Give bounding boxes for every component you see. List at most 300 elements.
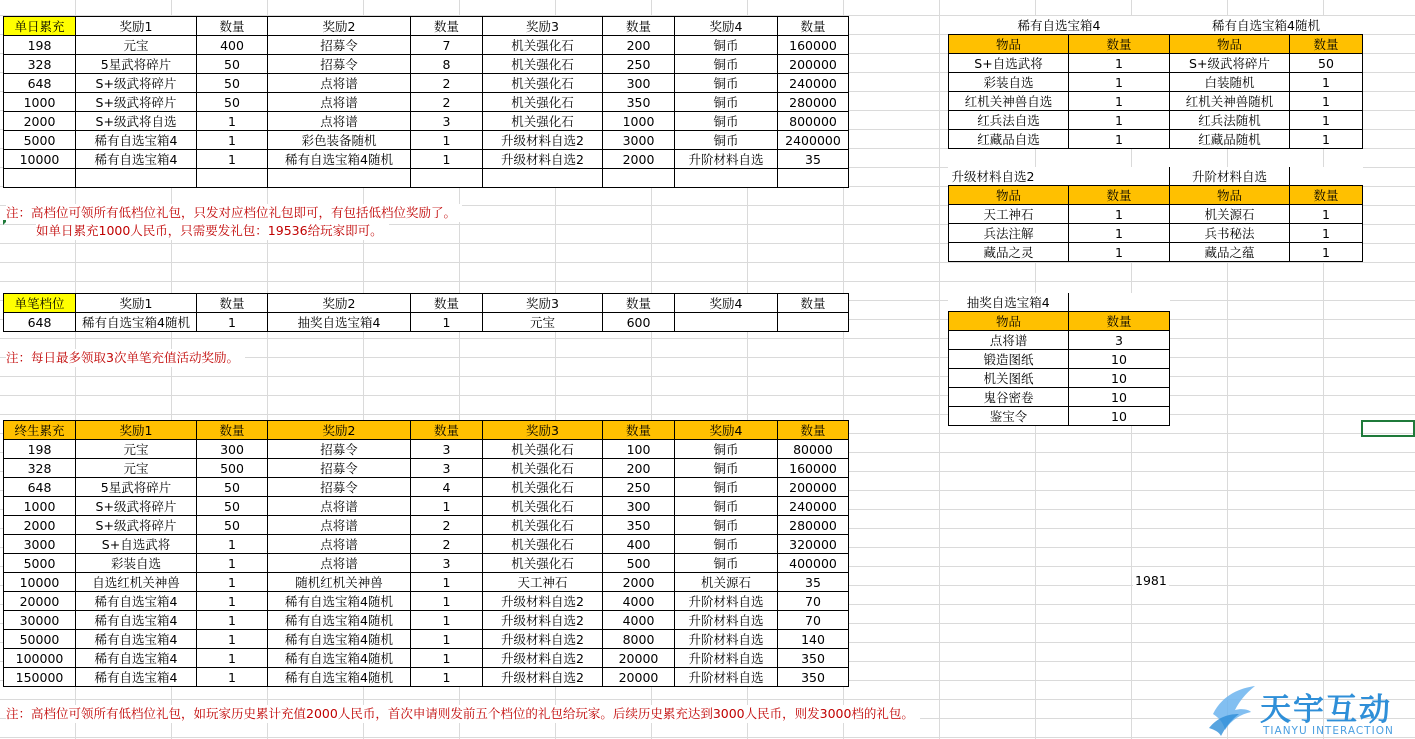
table-cell[interactable]: 8000: [603, 630, 675, 649]
table-cell[interactable]: 点将谱: [268, 554, 411, 573]
table-cell[interactable]: 30000: [4, 611, 76, 630]
table-cell[interactable]: 升阶材料自选: [675, 630, 778, 649]
table-cell[interactable]: [675, 313, 778, 332]
table-cell[interactable]: 200000: [778, 478, 849, 497]
lifetime-note: 注：高档位可领所有低档位礼包，如玩家历史累计充值2000人民币，首次申请则发前五个档位的礼包给玩家。后续历史累充达到3000人民币，则发3000档的礼包。: [6, 705, 920, 723]
table-title[interactable]: 升阶材料自选: [1170, 167, 1290, 186]
header-cell[interactable]: 奖励1: [76, 17, 197, 36]
table-cell[interactable]: 稀有自选宝箱4随机: [268, 668, 411, 687]
selected-cell[interactable]: [1361, 420, 1415, 437]
table-cell[interactable]: 20000: [603, 649, 675, 668]
table-cell[interactable]: 280000: [778, 93, 849, 112]
table-cell[interactable]: [1069, 293, 1170, 312]
table-cell[interactable]: 稀有自选宝箱4: [76, 649, 197, 668]
table-cell[interactable]: 点将谱: [268, 535, 411, 554]
table-cell[interactable]: 100: [603, 440, 675, 459]
table-cell[interactable]: 500: [197, 459, 268, 478]
table-cell[interactable]: 160000: [778, 459, 849, 478]
header-cell[interactable]: 物品: [949, 312, 1069, 331]
table-cell[interactable]: S+自选武将: [76, 535, 197, 554]
table-cell[interactable]: 红兵法自选: [949, 111, 1069, 130]
table-cell[interactable]: 1: [411, 131, 483, 150]
table-cell[interactable]: 200000: [778, 55, 849, 74]
table-cell[interactable]: 1: [411, 497, 483, 516]
table-cell[interactable]: 35: [778, 573, 849, 592]
table-cell[interactable]: 50: [197, 55, 268, 74]
table-cell[interactable]: 彩装自选: [76, 554, 197, 573]
table-cell[interactable]: 彩装自选: [949, 73, 1069, 92]
table-cell[interactable]: 10: [1069, 350, 1170, 369]
table-cell[interactable]: 2: [411, 516, 483, 535]
table-cell[interactable]: 点将谱: [268, 74, 411, 93]
table-cell[interactable]: [675, 169, 778, 188]
table-cell[interactable]: 点将谱: [268, 516, 411, 535]
header-cell[interactable]: 数量: [778, 17, 849, 36]
table-title[interactable]: 稀有自选宝箱4: [949, 16, 1170, 35]
table-cell[interactable]: 1: [1290, 243, 1363, 262]
table-cell[interactable]: 400: [197, 36, 268, 55]
table-row: [4, 535, 849, 554]
table-cell[interactable]: 升阶材料自选: [675, 649, 778, 668]
table-cell[interactable]: 400: [603, 535, 675, 554]
table-cell[interactable]: 1: [411, 573, 483, 592]
table-cell[interactable]: S+级武将自选: [76, 112, 197, 131]
table-cell[interactable]: 50: [197, 74, 268, 93]
table-cell[interactable]: 鬼谷密卷: [949, 388, 1069, 407]
table-cell[interactable]: 8: [411, 55, 483, 74]
table-cell[interactable]: 白装随机: [1170, 73, 1290, 92]
table-cell[interactable]: 250: [603, 55, 675, 74]
table-cell[interactable]: 升阶材料自选: [675, 668, 778, 687]
header-cell[interactable]: 奖励1: [76, 294, 197, 313]
table-cell[interactable]: [603, 169, 675, 188]
table-cell[interactable]: 红藏品自选: [949, 130, 1069, 149]
table-cell[interactable]: 机关强化石: [483, 74, 603, 93]
title-row: [949, 167, 1363, 186]
table-cell[interactable]: 328: [4, 55, 76, 74]
table-cell[interactable]: 招募令: [268, 36, 411, 55]
table-cell[interactable]: 1: [197, 611, 268, 630]
header-cell[interactable]: 单笔档位: [4, 294, 76, 313]
table-cell[interactable]: 1: [197, 150, 268, 169]
table-cell[interactable]: 机关强化石: [483, 497, 603, 516]
table-cell[interactable]: 500: [603, 554, 675, 573]
table-cell[interactable]: 招募令: [268, 55, 411, 74]
table-cell[interactable]: 兵法注解: [949, 224, 1069, 243]
table-cell[interactable]: 升级材料自选2: [483, 150, 603, 169]
header-cell[interactable]: 数量: [1290, 35, 1363, 54]
table-cell[interactable]: 5星武将碎片: [76, 55, 197, 74]
table-cell[interactable]: 鉴宝令: [949, 407, 1069, 426]
table-cell[interactable]: 机关强化石: [483, 459, 603, 478]
table-row: [4, 459, 849, 478]
header-cell[interactable]: 奖励2: [268, 294, 411, 313]
table-cell[interactable]: [778, 169, 849, 188]
table-cell[interactable]: 铜币: [675, 554, 778, 573]
table-cell[interactable]: S+级武将碎片: [1170, 54, 1290, 73]
table-cell[interactable]: 升级材料自选2: [483, 668, 603, 687]
table-cell[interactable]: 红机关神兽随机: [1170, 92, 1290, 111]
table-cell[interactable]: 1: [411, 313, 483, 332]
table-cell[interactable]: [197, 169, 268, 188]
table-cell[interactable]: 1: [197, 630, 268, 649]
table-cell[interactable]: 50: [197, 497, 268, 516]
table-cell[interactable]: 机关强化石: [483, 516, 603, 535]
table-cell[interactable]: 稀有自选宝箱4: [76, 668, 197, 687]
table-cell[interactable]: 80000: [778, 440, 849, 459]
table-cell[interactable]: 400000: [778, 554, 849, 573]
table-cell[interactable]: 锻造图纸: [949, 350, 1069, 369]
table-cell[interactable]: 元宝: [76, 36, 197, 55]
table-row: [4, 131, 849, 150]
header-cell[interactable]: 奖励3: [483, 421, 603, 440]
table-cell[interactable]: 点将谱: [268, 112, 411, 131]
table-cell[interactable]: 1: [1290, 111, 1363, 130]
table-cell[interactable]: 机关图纸: [949, 369, 1069, 388]
table-cell[interactable]: 稀有自选宝箱4随机: [268, 592, 411, 611]
table-cell[interactable]: 240000: [778, 497, 849, 516]
table-cell[interactable]: 铜币: [675, 516, 778, 535]
table-cell[interactable]: 1: [411, 611, 483, 630]
header-row: [949, 186, 1363, 205]
table-cell[interactable]: 1000: [603, 112, 675, 131]
table-cell[interactable]: 天工神石: [949, 205, 1069, 224]
table-cell[interactable]: 10: [1069, 407, 1170, 426]
table-cell[interactable]: 648: [4, 313, 76, 332]
table-cell[interactable]: 50: [197, 478, 268, 497]
table-cell[interactable]: 10000: [4, 573, 76, 592]
table-cell[interactable]: 2: [411, 93, 483, 112]
stray-cell-value[interactable]: 1981: [1135, 573, 1167, 588]
table-cell[interactable]: 红藏品随机: [1170, 130, 1290, 149]
table-row: [949, 369, 1170, 388]
table-cell[interactable]: 2000: [603, 573, 675, 592]
table-cell[interactable]: 198: [4, 440, 76, 459]
table-cell[interactable]: 铜币: [675, 74, 778, 93]
table-cell[interactable]: 20000: [603, 668, 675, 687]
table-cell[interactable]: 铜币: [675, 112, 778, 131]
table-cell[interactable]: 机关强化石: [483, 554, 603, 573]
table-cell[interactable]: 稀有自选宝箱4: [76, 611, 197, 630]
table-cell[interactable]: 红机关神兽自选: [949, 92, 1069, 111]
table-cell[interactable]: 铜币: [675, 459, 778, 478]
table-cell[interactable]: 2000: [603, 150, 675, 169]
header-cell[interactable]: 奖励4: [675, 17, 778, 36]
table-cell[interactable]: 1: [197, 131, 268, 150]
table-cell[interactable]: 1: [1290, 92, 1363, 111]
table-cell[interactable]: 2000: [4, 112, 76, 131]
table-cell[interactable]: 280000: [778, 516, 849, 535]
table-cell[interactable]: 600: [603, 313, 675, 332]
table-cell[interactable]: 稀有自选宝箱4随机: [268, 649, 411, 668]
table-cell[interactable]: 1: [1290, 130, 1363, 149]
table-cell[interactable]: 3: [411, 112, 483, 131]
table-cell[interactable]: 稀有自选宝箱4: [76, 150, 197, 169]
table-cell[interactable]: 7: [411, 36, 483, 55]
header-cell[interactable]: 物品: [1170, 35, 1290, 54]
table-cell[interactable]: 升级材料自选2: [483, 649, 603, 668]
table-cell[interactable]: 随机红机关神兽: [268, 573, 411, 592]
table-cell[interactable]: 1000: [4, 93, 76, 112]
table-cell[interactable]: 元宝: [483, 313, 603, 332]
table-cell[interactable]: 50: [197, 93, 268, 112]
table-cell[interactable]: 铜币: [675, 93, 778, 112]
table-cell[interactable]: 4000: [603, 611, 675, 630]
table-cell[interactable]: 1: [197, 554, 268, 573]
table-cell[interactable]: 升阶材料自选: [675, 150, 778, 169]
table-cell[interactable]: 升阶材料自选: [675, 592, 778, 611]
table-cell[interactable]: [4, 169, 76, 188]
table-cell[interactable]: 机关源石: [1170, 205, 1290, 224]
header-cell[interactable]: 数量: [411, 294, 483, 313]
table-cell[interactable]: 250: [603, 478, 675, 497]
table-cell[interactable]: 10000: [4, 150, 76, 169]
table-cell[interactable]: [76, 169, 197, 188]
table-cell[interactable]: 1: [197, 535, 268, 554]
table-cell[interactable]: 800000: [778, 112, 849, 131]
daily-note-1: 注：高档位可领所有低档位礼包，只发对应档位礼包即可，有包括低档位奖励了。: [6, 204, 462, 222]
header-cell[interactable]: 数量: [1069, 186, 1170, 205]
table-cell[interactable]: 50000: [4, 630, 76, 649]
table-cell[interactable]: 1: [197, 313, 268, 332]
table-cell[interactable]: 1: [411, 150, 483, 169]
table-cell[interactable]: 铜币: [675, 55, 778, 74]
table-cell[interactable]: 300: [603, 497, 675, 516]
header-cell[interactable]: 奖励2: [268, 17, 411, 36]
table-cell[interactable]: 1: [1069, 92, 1170, 111]
table-cell[interactable]: 1: [197, 649, 268, 668]
header-cell[interactable]: 终生累充: [4, 421, 76, 440]
table-cell[interactable]: 2000: [4, 516, 76, 535]
table-cell[interactable]: 200: [603, 36, 675, 55]
header-cell[interactable]: 数量: [603, 421, 675, 440]
table-cell[interactable]: 稀有自选宝箱4: [76, 630, 197, 649]
table-cell[interactable]: 5000: [4, 554, 76, 573]
table-cell[interactable]: 160000: [778, 36, 849, 55]
table-cell[interactable]: [411, 169, 483, 188]
table-cell[interactable]: S+级武将碎片: [76, 516, 197, 535]
table-cell[interactable]: 机关强化石: [483, 478, 603, 497]
header-cell[interactable]: 奖励4: [675, 294, 778, 313]
table-cell[interactable]: 1: [197, 668, 268, 687]
header-cell[interactable]: 数量: [1069, 35, 1170, 54]
header-row: [4, 421, 849, 440]
table-cell[interactable]: 元宝: [76, 459, 197, 478]
table-cell[interactable]: 70: [778, 592, 849, 611]
table-cell[interactable]: 3: [411, 459, 483, 478]
table-cell[interactable]: 1: [1069, 73, 1170, 92]
table-cell[interactable]: 150000: [4, 668, 76, 687]
table-cell[interactable]: 机关强化石: [483, 55, 603, 74]
table-cell[interactable]: 50: [1290, 54, 1363, 73]
table-cell[interactable]: 机关强化石: [483, 36, 603, 55]
table-cell[interactable]: 招募令: [268, 440, 411, 459]
table-cell[interactable]: 机关强化石: [483, 112, 603, 131]
table-cell[interactable]: 5星武将碎片: [76, 478, 197, 497]
table-cell[interactable]: 藏品之灵: [949, 243, 1069, 262]
table-cell[interactable]: 升阶材料自选: [675, 611, 778, 630]
table-cell[interactable]: S+自选武将: [949, 54, 1069, 73]
table-cell[interactable]: 机关强化石: [483, 535, 603, 554]
table-cell[interactable]: 1: [1290, 205, 1363, 224]
table-title[interactable]: 升级材料自选2: [949, 167, 1170, 186]
table-cell[interactable]: 稀有自选宝箱4随机: [268, 150, 411, 169]
table-cell[interactable]: 1: [411, 630, 483, 649]
table-cell[interactable]: 20000: [4, 592, 76, 611]
table-cell[interactable]: 点将谱: [268, 497, 411, 516]
header-cell[interactable]: 数量: [778, 421, 849, 440]
table-cell[interactable]: 升级材料自选2: [483, 131, 603, 150]
lottery-box-table: [948, 293, 1170, 426]
table-cell[interactable]: 稀有自选宝箱4随机: [268, 611, 411, 630]
header-cell[interactable]: 奖励4: [675, 421, 778, 440]
table-cell[interactable]: 稀有自选宝箱4: [76, 131, 197, 150]
table-cell[interactable]: 140: [778, 630, 849, 649]
table-cell[interactable]: 红兵法随机: [1170, 111, 1290, 130]
table-cell[interactable]: 1: [1069, 54, 1170, 73]
table-cell[interactable]: 198: [4, 36, 76, 55]
table-cell[interactable]: 1: [1069, 205, 1170, 224]
header-cell[interactable]: 数量: [603, 294, 675, 313]
title-row: [949, 293, 1170, 312]
table-cell[interactable]: 35: [778, 150, 849, 169]
header-cell[interactable]: 数量: [411, 17, 483, 36]
table-cell[interactable]: 铜币: [675, 497, 778, 516]
table-cell[interactable]: 1: [1290, 73, 1363, 92]
header-cell[interactable]: 数量: [197, 294, 268, 313]
table-cell[interactable]: 1: [1069, 224, 1170, 243]
table-cell[interactable]: 1: [1069, 111, 1170, 130]
table-cell[interactable]: 1000: [4, 497, 76, 516]
table-cell[interactable]: 升级材料自选2: [483, 630, 603, 649]
table-cell[interactable]: [268, 169, 411, 188]
table-cell[interactable]: 稀有自选宝箱4随机: [268, 630, 411, 649]
logo-subtitle: TIANYU INTERACTION: [1263, 725, 1394, 737]
header-cell[interactable]: 物品: [949, 35, 1069, 54]
table-cell[interactable]: 1: [197, 112, 268, 131]
table-cell[interactable]: 招募令: [268, 478, 411, 497]
table-cell[interactable]: 机关强化石: [483, 93, 603, 112]
table-cell[interactable]: 50: [197, 516, 268, 535]
header-cell[interactable]: 单日累充: [4, 17, 76, 36]
table-cell[interactable]: 350: [603, 516, 675, 535]
table-cell[interactable]: 300: [603, 74, 675, 93]
table-row: [4, 497, 849, 516]
table-cell[interactable]: 机关强化石: [483, 440, 603, 459]
table-cell[interactable]: 1: [197, 573, 268, 592]
table-cell[interactable]: 3000: [4, 535, 76, 554]
table-cell[interactable]: 1: [1069, 130, 1170, 149]
table-cell[interactable]: 10: [1069, 388, 1170, 407]
table-cell[interactable]: 240000: [778, 74, 849, 93]
table-cell[interactable]: 2: [411, 535, 483, 554]
table-cell[interactable]: 升级材料自选2: [483, 611, 603, 630]
table-cell[interactable]: 抽奖自选宝箱4: [268, 313, 411, 332]
table-cell[interactable]: 1: [411, 649, 483, 668]
table-title[interactable]: 抽奖自选宝箱4: [949, 293, 1069, 312]
table-cell[interactable]: 1: [411, 592, 483, 611]
table-cell[interactable]: 元宝: [76, 440, 197, 459]
table-cell[interactable]: 招募令: [268, 459, 411, 478]
table-cell[interactable]: 点将谱: [949, 331, 1069, 350]
header-cell[interactable]: 奖励3: [483, 17, 603, 36]
header-cell[interactable]: 数量: [1069, 312, 1170, 331]
table-cell[interactable]: [1290, 167, 1363, 186]
table-cell[interactable]: 稀有自选宝箱4随机: [76, 313, 197, 332]
table-title[interactable]: 稀有自选宝箱4随机: [1170, 16, 1363, 35]
table-cell[interactable]: 1: [411, 668, 483, 687]
table-cell[interactable]: 200: [603, 459, 675, 478]
table-cell[interactable]: 3: [411, 440, 483, 459]
header-cell[interactable]: 数量: [411, 421, 483, 440]
header-cell[interactable]: 物品: [949, 186, 1069, 205]
header-cell[interactable]: 物品: [1170, 186, 1290, 205]
table-cell[interactable]: 5000: [4, 131, 76, 150]
table-cell[interactable]: 320000: [778, 535, 849, 554]
table-cell[interactable]: 藏品之蕴: [1170, 243, 1290, 262]
table-cell[interactable]: 铜币: [675, 535, 778, 554]
header-cell[interactable]: 奖励3: [483, 294, 603, 313]
table-cell[interactable]: 铜币: [675, 440, 778, 459]
header-cell[interactable]: 数量: [603, 17, 675, 36]
table-cell[interactable]: 升级材料自选2: [483, 592, 603, 611]
table-cell[interactable]: 兵书秘法: [1170, 224, 1290, 243]
header-cell[interactable]: 奖励1: [76, 421, 197, 440]
table-cell[interactable]: 稀有自选宝箱4: [76, 592, 197, 611]
table-cell[interactable]: 铜币: [675, 478, 778, 497]
table-cell[interactable]: 300: [197, 440, 268, 459]
table-cell[interactable]: 1: [1069, 243, 1170, 262]
table-cell[interactable]: 2: [411, 74, 483, 93]
table-cell[interactable]: 3: [411, 554, 483, 573]
header-cell[interactable]: 数量: [1290, 186, 1363, 205]
table-cell[interactable]: 4: [411, 478, 483, 497]
header-cell[interactable]: 数量: [197, 421, 268, 440]
table-cell[interactable]: 10: [1069, 369, 1170, 388]
table-cell[interactable]: 70: [778, 611, 849, 630]
table-cell[interactable]: 350: [603, 93, 675, 112]
table-cell[interactable]: 4000: [603, 592, 675, 611]
table-cell[interactable]: S+级武将碎片: [76, 74, 197, 93]
table-cell[interactable]: 328: [4, 459, 76, 478]
table-cell[interactable]: 3: [1069, 331, 1170, 350]
table-cell[interactable]: 1: [1290, 224, 1363, 243]
header-cell[interactable]: 奖励2: [268, 421, 411, 440]
table-cell[interactable]: 100000: [4, 649, 76, 668]
table-cell[interactable]: 350: [778, 668, 849, 687]
table-cell[interactable]: 2400000: [778, 131, 849, 150]
table-cell[interactable]: [778, 313, 849, 332]
table-cell[interactable]: 3000: [603, 131, 675, 150]
table-cell[interactable]: 350: [778, 649, 849, 668]
table-cell[interactable]: 1: [197, 592, 268, 611]
table-cell[interactable]: 机关源石: [675, 573, 778, 592]
table-cell[interactable]: 天工神石: [483, 573, 603, 592]
table-cell[interactable]: 648: [4, 478, 76, 497]
table-cell[interactable]: 点将谱: [268, 93, 411, 112]
table-cell[interactable]: 自选红机关神兽: [76, 573, 197, 592]
materials-table: [948, 167, 1363, 262]
table-cell[interactable]: [483, 169, 603, 188]
table-cell[interactable]: 648: [4, 74, 76, 93]
header-cell[interactable]: 数量: [197, 17, 268, 36]
table-cell[interactable]: 铜币: [675, 131, 778, 150]
table-cell[interactable]: S+级武将碎片: [76, 93, 197, 112]
table-cell[interactable]: 铜币: [675, 36, 778, 55]
table-cell[interactable]: S+级武将碎片: [76, 497, 197, 516]
header-cell[interactable]: 数量: [778, 294, 849, 313]
table-cell[interactable]: 彩色装备随机: [268, 131, 411, 150]
